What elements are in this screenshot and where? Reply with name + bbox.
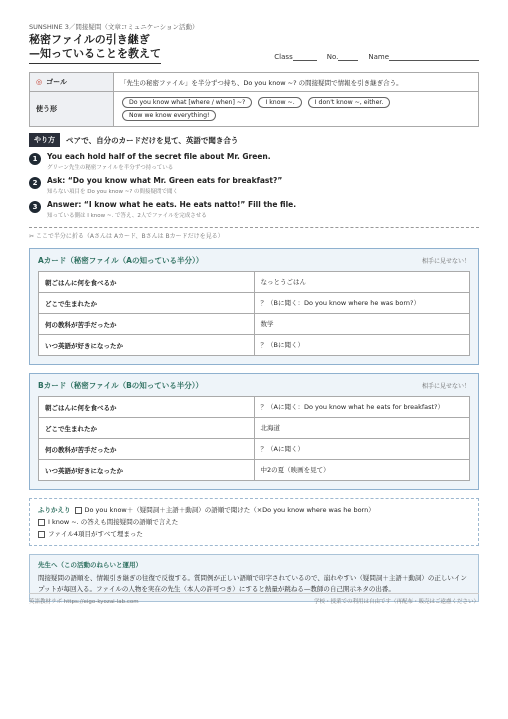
- step-number: 2: [29, 177, 41, 189]
- review-item: Do you know＋（疑問詞＋主語＋動詞）の語順で聞けた（×Do you know where was he born）: [84, 506, 375, 514]
- teacher-note-body: 間接疑問の語順を、情報引き継ぎの往復で反復する。質問例が正しい語順で印字されているので、崩れやすい（疑問詞＋主語＋動詞）の正しいインプットが毎回入る。ファイルの人物を実在の先生（本人の許可つき）にすると熱量が跳ねる—教師の自己開示ネタの出番。: [38, 574, 467, 593]
- footer-source: 英語教材ラボ https://eigo-kyozai-lab.com: [29, 599, 139, 605]
- step-english: Ask: “Do you know what Mr. Green eats for breakfast?”: [47, 176, 283, 185]
- goal-label: ゴール: [46, 78, 67, 86]
- footer-license: 学校・授業での利用は自由です（再配布・販売はご遠慮ください）: [313, 599, 479, 605]
- procedure-intro: ペアで、自分のカードだけを見て、英語で聞き合う: [66, 135, 239, 145]
- question-cell: どこで生まれたか: [39, 418, 255, 439]
- cut-line-note: ✂ ここで半分に折る（Aさんは Aカード、Bさんは Bカードだけを見る）: [29, 227, 479, 240]
- answer-cell[interactable]: 数学: [254, 314, 470, 335]
- number-field[interactable]: [338, 53, 358, 61]
- card-b-note: 相手に見せない！: [421, 383, 470, 390]
- page-subtitle: —知っていることを教えて: [29, 47, 161, 64]
- question-cell: 朝ごはんに何を食べるか: [39, 397, 255, 418]
- step-item: [29, 200, 479, 219]
- form-pill: I know ~.: [258, 97, 301, 108]
- no-label: No.: [326, 53, 339, 61]
- answer-cell[interactable]: なっとうごはん: [254, 272, 470, 293]
- question-cell: いつ英語が好きになったか: [39, 460, 255, 481]
- goal-table: [29, 72, 479, 127]
- question-cell: 何の教科が苦手だったか: [39, 439, 255, 460]
- step-item: [29, 152, 479, 171]
- form-pill: I don't know ~, either.: [308, 97, 391, 108]
- class-field[interactable]: [293, 53, 317, 61]
- card-a-title: Aカード（秘密ファイル（Aの知っている半分））: [38, 256, 204, 265]
- footer: [29, 593, 479, 605]
- table-row: [39, 460, 470, 481]
- table-row: [39, 272, 470, 293]
- teacher-note-title: 先生へ（この活動のねらいと運用）: [38, 561, 142, 569]
- procedure-tag: やり方: [29, 133, 60, 147]
- name-label: Name: [368, 53, 389, 61]
- table-row: [39, 293, 470, 314]
- question-cell: 何の教科が苦手だったか: [39, 314, 255, 335]
- card-a: [29, 248, 479, 365]
- card-a-table: [38, 271, 470, 356]
- table-row: [39, 314, 470, 335]
- table-row: [39, 397, 470, 418]
- card-a-header: [38, 255, 470, 266]
- page-title: 秘密ファイルの引き継ぎ: [29, 33, 150, 46]
- table-row: [39, 335, 470, 356]
- review-checkbox[interactable]: [38, 519, 45, 526]
- title-block: [29, 33, 161, 64]
- answer-cell[interactable]: ？（Bに聞く：Do you know where he was born?）: [254, 293, 470, 314]
- procedure-header: [29, 133, 479, 147]
- question-cell: いつ英語が好きになったか: [39, 335, 255, 356]
- step-english: Answer: “I know what he eats. He eats natto!” Fill the file.: [47, 200, 297, 209]
- forms-header-cell: 使う形: [30, 92, 114, 127]
- step-english: You each hold half of the secret file about Mr. Green.: [47, 152, 271, 161]
- review-checkbox[interactable]: [38, 531, 45, 538]
- review-section: [29, 498, 479, 546]
- title-row: [29, 33, 479, 64]
- review-item: I know ~. の答えも間接疑問の語順で言えた: [48, 518, 179, 526]
- step-japanese: 知らない項目を Do you know ~? の間接疑問で聞く: [47, 189, 179, 195]
- step-item: [29, 176, 479, 195]
- worksheet: [29, 22, 479, 602]
- answer-cell[interactable]: ？（Aに聞く：Do you know what he eats for breakfast?）: [254, 397, 470, 418]
- review-item: ファイル4項目がすべて埋まった: [48, 530, 143, 538]
- form-pill: Do you know what [where / when] ~?: [122, 97, 252, 108]
- card-a-note: 相手に見せない！: [421, 258, 470, 265]
- class-label: Class: [274, 53, 293, 61]
- card-b-header: [38, 380, 470, 391]
- answer-cell[interactable]: ？（Aに聞く）: [254, 439, 470, 460]
- review-title: ふりかえり: [38, 506, 71, 514]
- student-info-fields: [274, 53, 479, 61]
- procedure-section: [29, 133, 479, 219]
- step-number: 1: [29, 153, 41, 165]
- goal-text: 「先生の秘密ファイル」を半分ずつ持ち、Do you know ~? の間接疑問で情報を引き継ぎ合う。: [114, 73, 479, 92]
- target-icon: ◎: [36, 78, 43, 86]
- goal-header-cell: [30, 73, 114, 92]
- card-b-title: Bカード（秘密ファイル（Bの知っている半分））: [38, 381, 204, 390]
- step-number: 3: [29, 201, 41, 213]
- step-japanese: グリーン先生の秘密ファイルを半分ずつ持っている: [47, 165, 174, 171]
- card-b: [29, 373, 479, 490]
- answer-cell[interactable]: ？（Bに聞く）: [254, 335, 470, 356]
- form-pill: Now we know everything!: [122, 110, 216, 121]
- table-row: [39, 418, 470, 439]
- step-japanese: 知っている側は I know ~. で答え、2人でファイルを完成させる: [47, 213, 207, 219]
- card-b-table: [38, 396, 470, 481]
- question-cell: 朝ごはんに何を食べるか: [39, 272, 255, 293]
- question-cell: どこで生まれたか: [39, 293, 255, 314]
- forms-cell: [114, 92, 479, 127]
- review-checkbox[interactable]: [75, 507, 82, 514]
- table-row: [39, 439, 470, 460]
- answer-cell[interactable]: 中2の夏（映画を見て）: [254, 460, 470, 481]
- name-field[interactable]: [389, 53, 479, 61]
- series-label: SUNSHINE 3／間接疑問（文章コミュニケーション活動）: [29, 23, 199, 31]
- answer-cell[interactable]: 北海道: [254, 418, 470, 439]
